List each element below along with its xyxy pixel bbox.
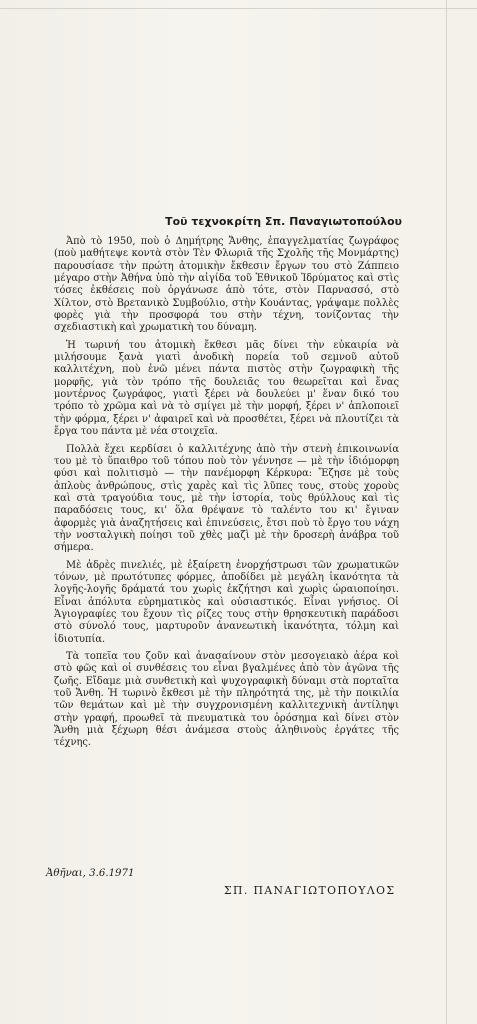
paragraph-1: Ἀπὸ τὸ 1950, ποὺ ὁ Δημήτρης Ἄνθης, ἐπαγγελματίας ζωγράφος (ποὺ μαθήτεψε κοντὰ στὸν Τὲν Φλωριᾶ τῆς Σχολῆς τῆς Μονμάρτης) παρουσίασε τὴν πρώτη ἀτομικὴν ἔκθεσιν ἔργων του στὸ Ζάππειο μέγαρο στὴν Ἀθήνα ὑπὸ τὴν αἰγίδα τοῦ Ἐθνικοῦ Ἱδρύματος καὶ στὶς τόσες ἐκθέσεις ποὺ ὀργάνωσε ἀπὸ τότε, στὸν Παρνασσό, στὸ Χίλτον, στὸ Βρετανικὸ Συμβούλιο, στὴν Κουάντας, γράψαμε πολλὲς φορὲς γιὰ τὴν προσφορά του στὴν τέχνη, τονίζοντας τὴν σχεδιαστικὴ καὶ χρωματικὴ του δύναμη. xyxy=(54,236,399,334)
paragraph-4: Μὲ ἁδρὲς πινελιές, μὲ ἐξαίρετη ἐνορχήστρωσι τῶν χρωματικῶν τόνων, μὲ πρωτότυπες φόρμες, ἀποδίδει μὲ μεγάλη ἱκανότητα τὰ λογῆς-λογῆς δράματά του χωρὶς ἐκζήτησι καὶ χωρὶς ὡραιοποίησι. Εἶναι ἀπόλυτα εὐρηματικὸς καὶ οὐσιαστικός. Εἶναι γνήσιος. Οἱ Ἁγιογραφίες του ἔχουν τὶς ρίζες τους στὴν θρησκευτικὴ παράδοσι στὸ σύνολό τους, μαρτυροῦν ἀνανεωτικὴ ἱκανότητα, τόλμη καὶ ἰδιοτυπία. xyxy=(54,559,399,645)
date-line: Ἀθῆναι, 3.6.1971 xyxy=(46,868,135,879)
top-edge-line xyxy=(0,8,477,9)
paragraph-2: Ἡ τωρινή του ἀτομικὴ ἔκθεσι μᾶς δίνει τὴν εὐκαιρία νὰ μιλήσουμε ξανὰ γιατὶ ἀνοδικὴ πορεία τοῦ σεμνοῦ αὐτοῦ καλλιτέχνη, ποὺ ἐνῶ μένει πάντα πιστὸς στὴν ζωγραφικὴ τῆς μορφῆς, γιὰ τὸν τρόπο τῆς δουλειᾶς του θεωρεῖται καὶ ἕνας μοντέρνος ζωγράφος, γιατὶ ξέρει νὰ δουλεύει μ' ἕναν δικό του τρόπο τὸ χρῶμα καὶ νὰ τὸ σμίγει μὲ τὴν μορφή, ξέρει ν' ἁπλοποιεῖ τὴν φόρμα, ξέρει ν' ἀφαιρεῖ καὶ νὰ προσθέτει, ξέρει νὰ πλουτίζει τὰ ἔργα του πάντα μὲ νέα στοιχεῖα. xyxy=(54,339,399,438)
paragraph-5: Τὰ τοπεῖα του ζοῦν καὶ ἀνασαίνουν στὸν μεσογειακὸ ἀέρα κοὶ στὸ φῶς καὶ οἱ συνθέσεις του εἶναι βγαλμένες ἀπὸ τὸν ἀγῶνα τῆς ζωῆς. Εἴδαμε μιὰ συνθετικὴ καὶ ψυχογραφικὴ δύναμι στὰ πορταῖτα τοῦ Ἄνθη. Ἡ τωρινὸ ἔκθεσι μὲ τὴν πληρότητά της, μὲ τὴν ποικιλία τῶν θεμάτων καὶ μὲ τὴν συγχρονισμένη καλλιτεχνικὴ ἀντίληψι στὴν γραφή, προωθεῖ τὰ πνευματικὰ του ὀρόσημα καὶ δίνει στὸν Ἄνθη μιὰ ξέχωρη θέσι ἀνάμεσα στοὺς ἀληθινοὺς ἐργάτες τῆς τέχνης. xyxy=(54,651,399,749)
author-signature: ΣΠ. ΠΑΝΑΓΙΩΤΟΠΟΥΛΟΣ xyxy=(224,884,396,897)
article-heading: Τοῦ τεχνοκρίτη Σπ. Παναγιωτοπούλου xyxy=(165,215,402,228)
page-fold xyxy=(446,0,447,1024)
article-body xyxy=(54,236,399,755)
paragraph-3: Πολλὰ ἔχει κερδίσει ὁ καλλιτέχνης ἀπὸ τὴν στενὴ ἐπικοινωνία του μὲ τὸ ὕπαιθρο τοῦ τόπου ποὺ τὸν γέννησε — μὲ τὴν ἰδιόμορφη φύσι καὶ πολιτισμὸ — τὴν πανέμορφη Κέρκυρα: Ἔζησε μὲ τοὺς ἁπλοὺς ἀνθρώπους, στὶς χαρὲς καὶ τὶς λῦπες τους, στοὺς χοροὺς καὶ στὰ τραγούδια τους, μὲ τὴν ἱστορία, τοὺς θρύλλους καὶ τὶς παραδόσεις τους, κι' ὅλα θρέψανε τὸ ταλέντο του κι' ἔγιναν ἀφορμὲς γιὰ ἀναζητήσεις καὶ ἐπινεύσεις, ἔτσι ποὺ τὸ ἔργο του νάχη τὴν νοσταλγικὴ ποίησι τοῦ χθὲς μαζὶ μὲ τὴν δροσερὴ ἀνάβρα τοῦ σήμερα. xyxy=(54,443,399,554)
